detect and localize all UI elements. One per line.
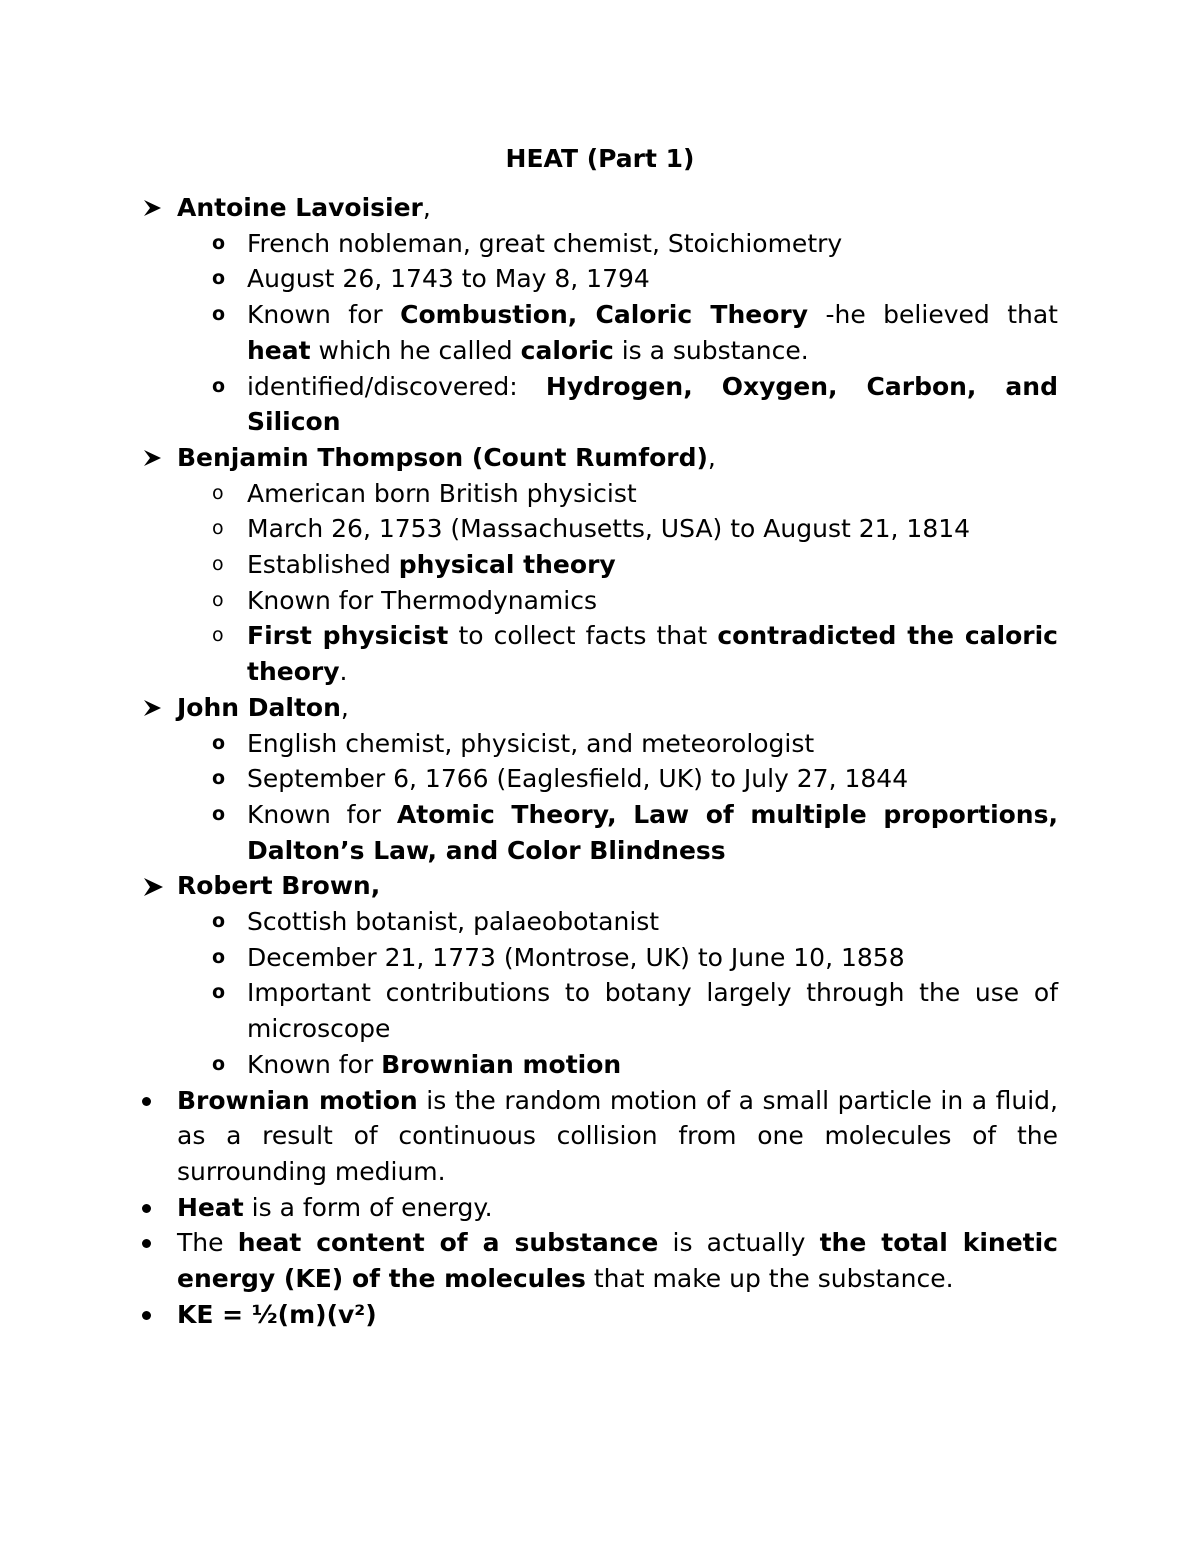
- detail-list: [177, 476, 1058, 690]
- detail-list: [177, 726, 1058, 869]
- bullet-dot-icon: [142, 1204, 151, 1213]
- list-item: o Established physical theory: [177, 547, 1058, 583]
- arrow-bullet-icon: [140, 440, 170, 475]
- fact-heat-content: The heat content of a substance is actually the total kinetic energy (KE) of the molecules that make up the substance.: [140, 1225, 1058, 1296]
- circle-bullet-icon: o: [212, 553, 224, 576]
- circle-bullet-icon: o: [212, 731, 226, 754]
- circle-bullet-icon: o: [212, 374, 226, 397]
- bullet-dot-icon: [142, 1097, 151, 1106]
- circle-bullet-icon: o: [212, 624, 224, 647]
- list-item: o Scottish botanist, palaeobotanist: [177, 904, 1058, 940]
- list-item: o American born British physicist: [177, 476, 1058, 512]
- bullet-dot-icon: [142, 1239, 151, 1248]
- circle-bullet-icon: o: [212, 303, 226, 326]
- list-item: o Known for Brownian motion: [177, 1047, 1058, 1083]
- person-name: Benjamin Thompson (Count Rumford),: [177, 442, 716, 472]
- detail-list: [177, 904, 1058, 1083]
- arrow-bullet-icon: [140, 868, 170, 903]
- list-item: o Known for Thermodynamics: [177, 583, 1058, 619]
- circle-bullet-icon: o: [212, 588, 224, 611]
- list-item: o Known for Atomic Theory, Law of multiple proportions, Dalton’s Law, and Color Blindness: [177, 797, 1058, 868]
- person-name: Robert Brown,: [177, 871, 381, 901]
- document-body: [140, 190, 1058, 1333]
- circle-bullet-icon: o: [212, 267, 226, 290]
- fact-ke-formula: KE = ½(m)(v²): [140, 1297, 1058, 1333]
- list-item: o August 26, 1743 to May 8, 1794: [177, 261, 1058, 297]
- arrow-bullet-icon: [140, 190, 170, 225]
- circle-bullet-icon: o: [212, 1052, 226, 1075]
- arrow-bullet-icon: [140, 690, 170, 725]
- section-antoine-lavoisier: [140, 190, 1058, 440]
- section-benjamin-thompson: [140, 440, 1058, 690]
- circle-bullet-icon: o: [212, 981, 226, 1004]
- circle-bullet-icon: o: [212, 945, 226, 968]
- section-john-dalton: [140, 690, 1058, 869]
- fact-heat-energy: Heat is a form of energy.: [140, 1190, 1058, 1226]
- circle-bullet-icon: o: [212, 517, 224, 540]
- person-name: Antoine Lavoisier,: [177, 193, 431, 222]
- page-title: HEAT (Part 1): [505, 144, 695, 173]
- circle-bullet-icon: o: [212, 802, 226, 825]
- person-name: John Dalton,: [177, 692, 349, 722]
- list-item: o March 26, 1753 (Massachusetts, USA) to August 21, 1814: [177, 511, 1058, 547]
- list-item: o December 21, 1773 (Montrose, UK) to June 10, 1858: [177, 940, 1058, 976]
- list-item: o Important contributions to botany largely through the use of microscope: [177, 975, 1058, 1046]
- bullet-dot-icon: [142, 1311, 151, 1320]
- list-item: o identified/discovered: Hydrogen, Oxygen, Carbon, and Silicon: [177, 369, 1058, 440]
- list-item: o English chemist, physicist, and meteorologist: [177, 726, 1058, 762]
- circle-bullet-icon: o: [212, 481, 224, 504]
- section-robert-brown: [140, 868, 1058, 1082]
- circle-bullet-icon: o: [212, 231, 226, 254]
- list-item: o French nobleman, great chemist, Stoichiometry: [177, 226, 1058, 262]
- fact-brownian-motion: Brownian motion is the random motion of a small particle in a fluid, as a result of continuous collision from one molecules of the surrounding medium.: [140, 1083, 1058, 1190]
- list-item: o First physicist to collect facts that contradicted the caloric theory.: [177, 618, 1058, 689]
- list-item: o September 6, 1766 (Eaglesfield, UK) to July 27, 1844: [177, 761, 1058, 797]
- circle-bullet-icon: o: [212, 910, 226, 933]
- list-item: o Known for Combustion, Caloric Theory -he believed that heat which he called caloric is a substance.: [177, 297, 1058, 368]
- circle-bullet-icon: o: [212, 767, 226, 790]
- detail-list: [177, 226, 1058, 440]
